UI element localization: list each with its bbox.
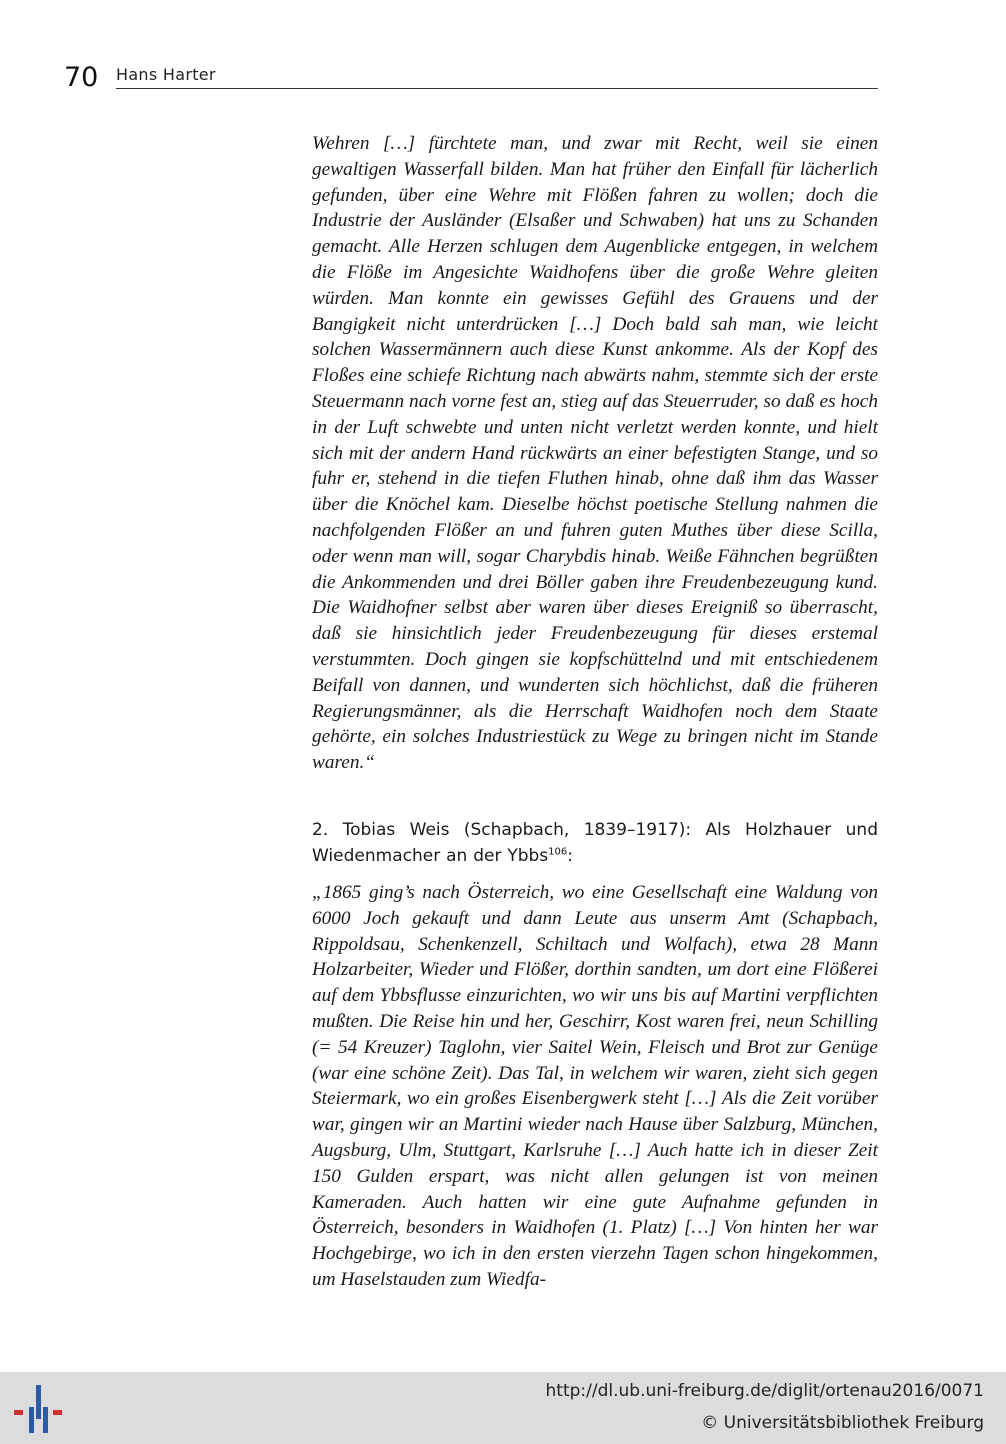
page-number: 70 <box>64 62 99 93</box>
section-heading-text: 2. Tobias Weis (Schapbach, 1839–1917): Als Holzhauer und Wiedenmacher an der Ybbs <box>312 820 878 866</box>
header-rule <box>116 88 878 89</box>
quote-paragraph-1: Wehren […] fürchtete man, und zwar mit Recht, weil sie einen gewaltigen Wasserfall bilden. Man hat früher den Einfall für lächerlich gefunden, über eine Wehre mit Flößen fahren zu wollen; doch die Industrie der Ausländer (Elsaßer und Schwaben) hat uns zu Schanden gemacht. Alle Herzen schlugen dem Augenblicke entgegen, in welchem die Flöße im Angesichte Waidhofens über die große Wehre gleiten würden. Man konnte ein gewisses Gefühl des Grauens und der Bangigkeit nicht unterdrücken […] Doch bald sah man, wie leicht solchen Wassermännern auch diese Kunst ankomme. Als der Kopf des Floßes eine schiefe Richtung nach abwärts nahm, stemmte sich der erste Steuermann nach vorne fest an, stieg auf das Steuerruder, so daß es hoch in der Luft schwebte und unten nicht verletzt werden konnte, und hielt sich mit der andern Hand rückwärts an einer befestigten Stange, und so fuhr er, stehend in die tiefen Fluthen hinab, ohne daß ihm das Wasser über die Knöchel kam. Dieselbe höchst poetische Stellung nahmen die nachfolgenden Flößer an und fuhren guten Muthes über diese Scilla, oder wenn man will, sogar Charybdis hinab. Weiße Fähnchen begrüßten die Ankommenden und drei Böller gaben ihre Freudenbezeugung kund. Die Waidhofner selbst aber waren über dieses Ereigniß so überrascht, daß sie hinsichtlich jeder Freudenbezeugung für dieses erstemal verstummten. Doch gingen sie kopfschüttelnd und mit entschiedenem Beifall von dannen, und wunderten sich höchlichst, daß die früheren Regierungsmänner, als die Herrschaft Waidhofen noch dem Staate gehörte, ein solches Industriestück zu Wege zu bringen nicht im Stande waren.“ <box>312 133 878 774</box>
footer-band <box>0 1372 1006 1444</box>
footnote-marker[interactable]: 106 <box>548 846 568 858</box>
running-head-author: Hans Harter <box>116 65 216 84</box>
section-heading-colon: : <box>567 846 573 866</box>
footer-copyright: © Universitätsbibliothek Freiburg <box>701 1413 984 1433</box>
footer-url[interactable]: http://dl.ub.uni-freiburg.de/diglit/ortenau2016/0071 <box>545 1381 984 1401</box>
section-heading-2 <box>312 817 878 869</box>
ub-freiburg-logo-icon <box>12 1383 64 1435</box>
quote-paragraph-2: „1865 ging’s nach Österreich, wo eine Gesellschaft eine Waldung von 6000 Joch gekauft und dann Leute aus unserm Amt (Schapbach, Rippoldsau, Schenkenzell, Schiltach und Wolfach), etwa 28 Mann Holzarbeiter, Wieder und Flößer, dorthin sandten, um dort eine Flößerei auf dem Ybbsflusse einzurichten, wo wir uns bis auf Martini verpflichten mußten. Die Reise hin und her, Geschirr, Kost waren frei, neun Schilling (= 54 Kreuzer) Taglohn, vier Saitel Wein, Fleisch und Brot zur Genüge (war eine schöne Zeit). Das Tal, in welchem wir waren, zieht sich gegen Steiermark, wo ein großes Eisenbergwerk steht […] Als die Zeit vorüber war, gingen wir an Martini wieder nach Hause über Salzburg, München, Augsburg, Ulm, Stuttgart, Karlsruhe […] Auch hatte ich in dieser Zeit 150 Gulden erspart, was nicht allen gelungen ist von meinen Kameraden. Auch hatten wir eine gute Aufnahme gefunden in Österreich, besonders in Waidhofen (1. Platz) […] Von hinten her war Hochgebirge, wo ich in den ersten vierzehn Tagen schon hingekommen, um Haselstauden zum Wiedfa- <box>312 882 878 1290</box>
